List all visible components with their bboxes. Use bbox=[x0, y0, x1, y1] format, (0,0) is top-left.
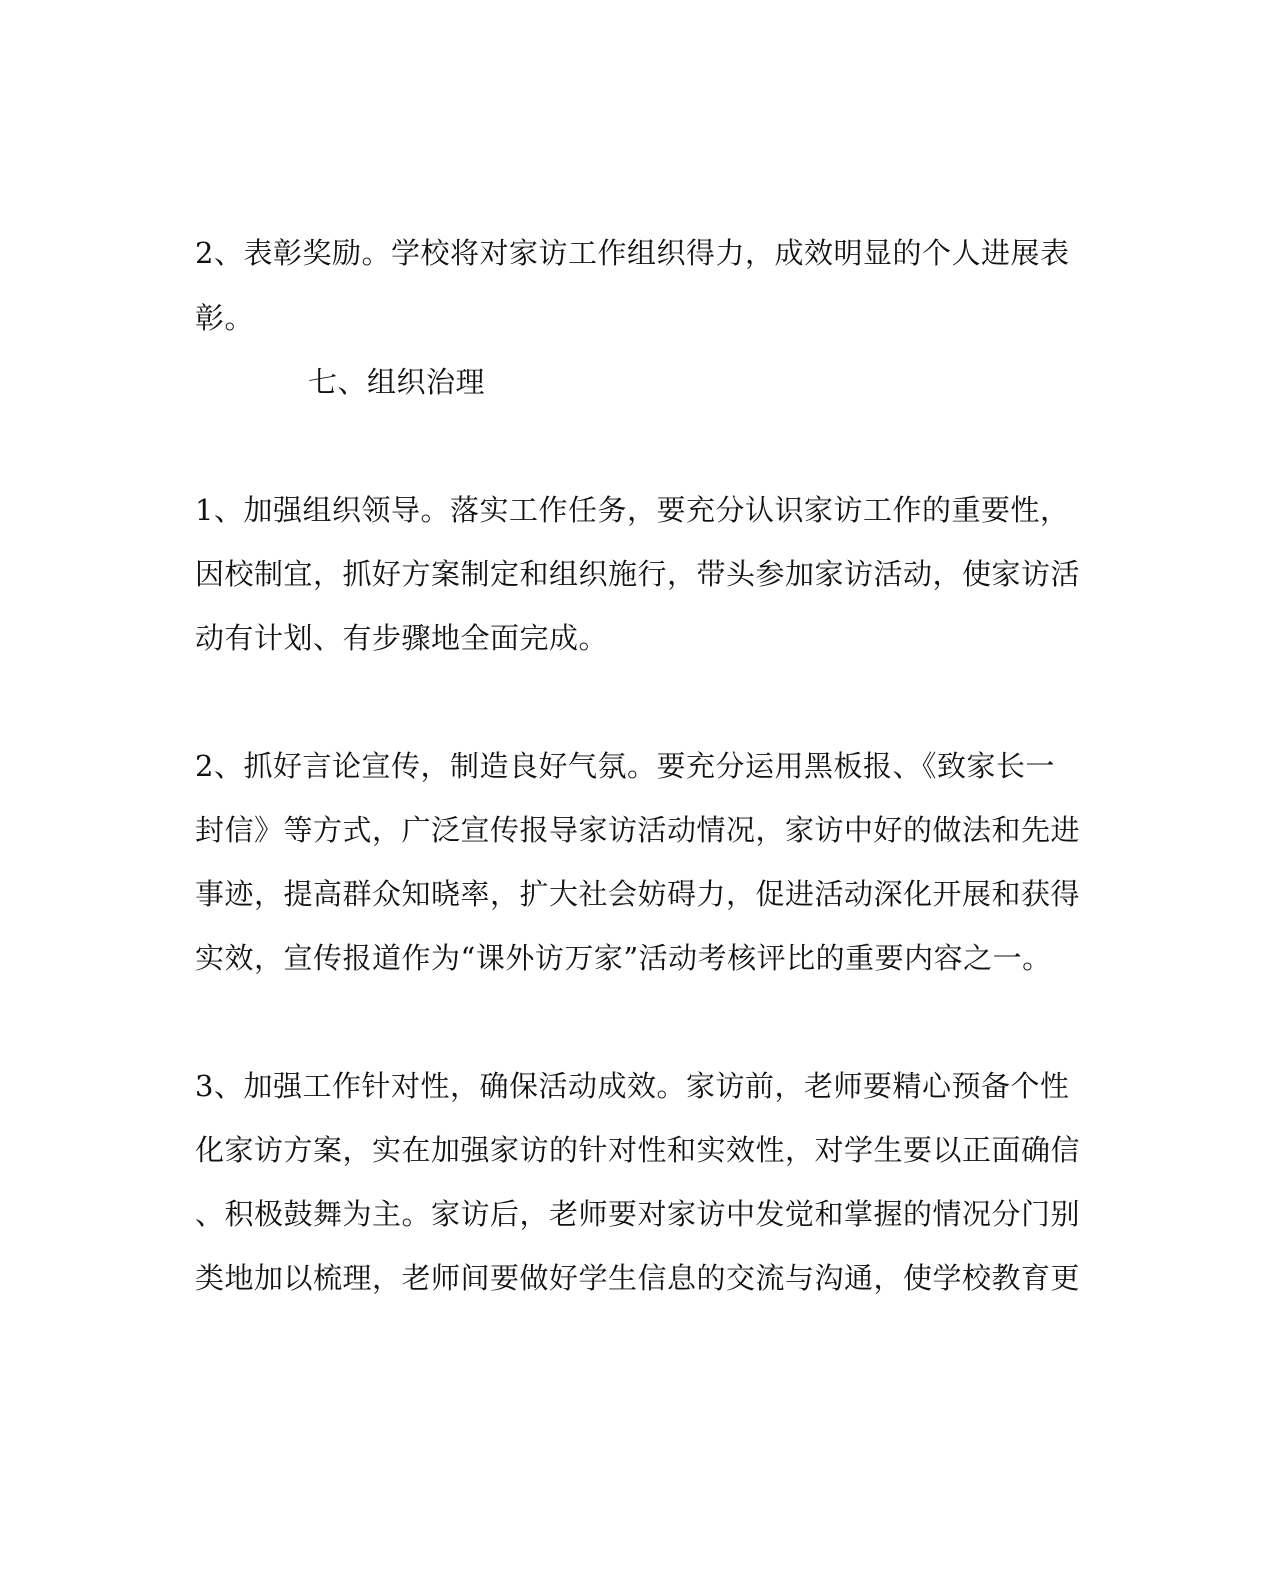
text-line-reward-cont: 彰。 bbox=[195, 301, 255, 335]
section-heading: 七、组织治理 bbox=[308, 365, 486, 399]
text-line-item3-b: 化家访方案，实在加强家访的针对性和实效性，对学生要以正面确信 bbox=[195, 1133, 1081, 1167]
text-line-item2-b: 封信》等方式，广泛宣传报导家访活动情况，家访中好的做法和先进 bbox=[195, 813, 1081, 847]
text-line-item3-d: 类地加以梳理，老师间要做好学生信息的交流与沟通，使学校教育更 bbox=[195, 1261, 1081, 1295]
text-line-item1-b: 因校制宜，抓好方案制定和组织施行，带头参加家访活动，使家访活 bbox=[195, 557, 1081, 591]
text-line-reward: 2、表彰奖励。学校将对家访工作组织得力，成效明显的个人进展表 bbox=[195, 236, 1070, 270]
text-line-item2-a: 2、抓好言论宣传，制造良好气氛。要充分运用黑板报、《致家长一 bbox=[195, 749, 1055, 783]
text-line-item2-c: 事迹，提高群众知晓率，扩大社会妨碍力，促进活动深化开展和获得 bbox=[195, 877, 1081, 911]
text-line-item1-a: 1、加强组织领导。落实工作任务，要充分认识家访工作的重要性， bbox=[195, 493, 1070, 527]
text-line-item2-d: 实效，宣传报道作为“课外访万家”活动考核评比的重要内容之一。 bbox=[195, 941, 1052, 975]
text-line-item3-c: 、积极鼓舞为主。家访后，老师要对家访中发觉和掌握的情况分门别 bbox=[195, 1197, 1081, 1231]
text-line-item1-c: 动有计划、有步骤地全面完成。 bbox=[195, 621, 609, 655]
text-line-item3-a: 3、加强工作针对性，确保活动成效。家访前，老师要精心预备个性 bbox=[195, 1069, 1070, 1103]
